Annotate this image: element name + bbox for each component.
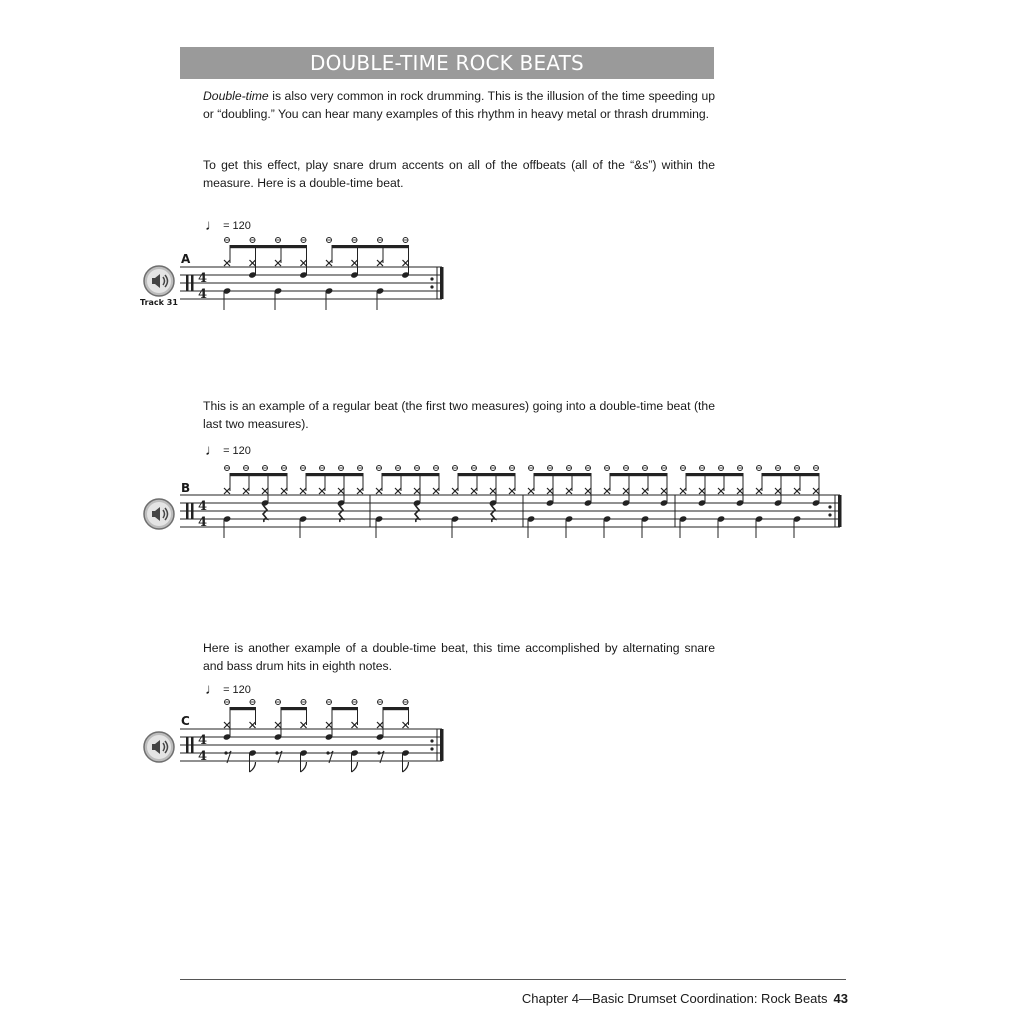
time-signature-top: 4 bbox=[198, 733, 208, 748]
notation-staff-b bbox=[170, 458, 850, 543]
note-beam bbox=[230, 245, 308, 248]
example-label-b: B bbox=[181, 481, 191, 495]
percussion-clef bbox=[191, 275, 194, 291]
notation-staff-c bbox=[170, 692, 460, 777]
footer-chapter: Chapter 4—Basic Drumset Coordination: Rock Beats bbox=[521, 991, 828, 1006]
repeat-dot bbox=[430, 277, 433, 280]
final-barline bbox=[440, 267, 444, 299]
note-beam bbox=[281, 707, 308, 710]
percussion-clef bbox=[191, 503, 194, 519]
note-beam bbox=[230, 473, 288, 476]
note-flag bbox=[301, 762, 307, 772]
note-beam bbox=[383, 707, 410, 710]
note-beam bbox=[762, 473, 820, 476]
final-barline bbox=[838, 495, 842, 527]
footer bbox=[522, 991, 848, 1006]
tempo-value-a: = 120 bbox=[223, 220, 251, 232]
percussion-clef bbox=[186, 503, 189, 519]
note-beam bbox=[332, 707, 359, 710]
repeat-dot bbox=[430, 739, 433, 742]
note-beam bbox=[332, 245, 410, 248]
quarter-note-icon: ♩ bbox=[205, 681, 220, 698]
instruction-paragraph: To get this effect, play snare drum accents on all of the offbeats (all of the “&s”) within the measure. Here is a double-time beat. bbox=[203, 158, 715, 190]
page-title: DOUBLE-TIME ROCK BEATS bbox=[180, 47, 714, 79]
time-signature-bottom: 4 bbox=[198, 749, 208, 764]
final-barline bbox=[440, 729, 444, 761]
quarter-rest bbox=[491, 505, 495, 522]
repeat-dot bbox=[828, 513, 831, 516]
repeat-dot bbox=[430, 747, 433, 750]
repeat-dot bbox=[828, 505, 831, 508]
intro-paragraph bbox=[203, 88, 715, 123]
intro-text: is also very common in rock drumming. This is the illusion of the time speeding up or “doubling.” You can hear many examples of this rhythm in heavy metal or thrash drumming. bbox=[203, 89, 715, 121]
track-label: Track 31 bbox=[140, 298, 178, 307]
note-beam bbox=[458, 473, 516, 476]
note-flag bbox=[250, 762, 256, 772]
note-beam bbox=[686, 473, 744, 476]
quarter-note-icon: ♩ bbox=[205, 217, 220, 234]
time-signature-top: 4 bbox=[198, 499, 208, 514]
notation-staff-a bbox=[170, 230, 460, 315]
time-signature-top: 4 bbox=[198, 271, 208, 286]
quarter-rest bbox=[339, 505, 343, 522]
tempo-value-b: = 120 bbox=[223, 445, 251, 457]
note-beam bbox=[382, 473, 440, 476]
tempo-value-c: = 120 bbox=[223, 684, 251, 696]
example-label-a: A bbox=[181, 252, 191, 266]
page-number: 43 bbox=[833, 991, 848, 1006]
tempo-marking-b bbox=[205, 444, 251, 458]
intro-term: Double-time bbox=[203, 89, 269, 103]
percussion-clef bbox=[191, 737, 194, 753]
footer-divider bbox=[180, 979, 846, 980]
note-flag bbox=[352, 762, 358, 772]
quarter-rest bbox=[415, 505, 419, 522]
example-label-c: C bbox=[181, 714, 190, 728]
quarter-rest bbox=[263, 505, 267, 522]
note-beam bbox=[534, 473, 592, 476]
note-beam bbox=[306, 473, 364, 476]
percussion-clef bbox=[186, 275, 189, 291]
repeat-dot bbox=[430, 285, 433, 288]
quarter-note-icon: ♩ bbox=[205, 442, 220, 459]
time-signature-bottom: 4 bbox=[198, 515, 208, 530]
note-flag bbox=[403, 762, 409, 772]
time-signature-bottom: 4 bbox=[198, 287, 208, 302]
example-b-description: This is an example of a regular beat (the first two measures) going into a double-time beat (the last two measures). bbox=[203, 399, 715, 431]
example-c-description: Here is another example of a double-time beat, this time accomplished by alternating snare and bass drum hits in eighth notes. bbox=[203, 641, 715, 673]
percussion-clef bbox=[186, 737, 189, 753]
note-beam bbox=[230, 707, 257, 710]
note-beam bbox=[610, 473, 668, 476]
